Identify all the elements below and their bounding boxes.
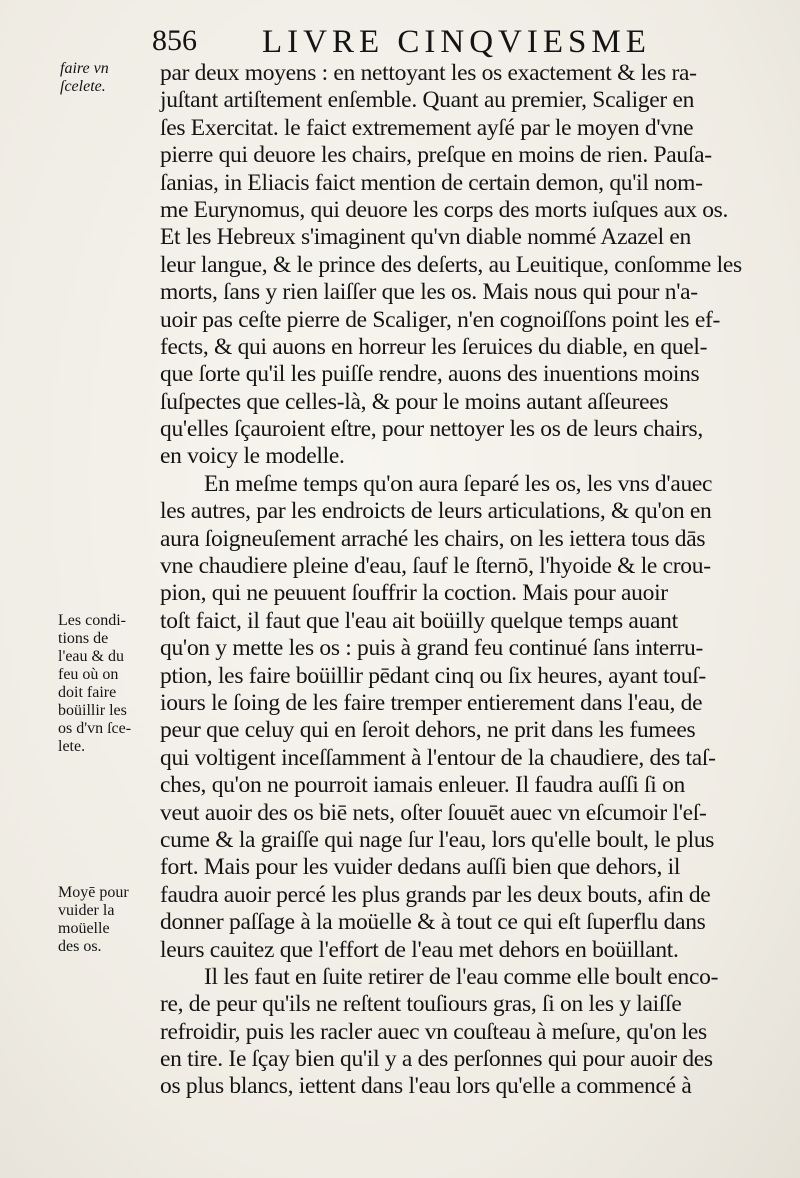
text-line: faudra auoir percé les plus grands par les deux bouts, afin de (160, 881, 711, 908)
body-text (160, 60, 768, 1101)
margin-note-line: tions de (58, 630, 109, 647)
text-line: qu'on y mette les os : puis à grand feu continué ſans interru- (160, 635, 703, 662)
text-line: en tire. Ie ſçay bien qu'il y a des perſonnes qui pour auoir des (160, 1046, 713, 1073)
text-line: peur que celuy qui en ſeroit dehors, ne prit dans les fumees (160, 717, 696, 744)
text-line: pierre qui deuore les chairs, preſque en moins de rien. Pauſa- (160, 142, 712, 169)
text-line: qui voltigent inceſſamment à l'entour de la chaudiere, des taſ- (160, 744, 716, 771)
text-line: ches, qu'on ne pourroit iamais enleuer. Il faudra auſſi ſi on (160, 772, 685, 799)
text-line: les autres, par les endroicts de leurs articulations, & qu'on en (160, 498, 712, 525)
text-line: ſuſpectes que celles-là, & pour le moins autant aſſeurees (160, 388, 669, 415)
margin-note-line: des os. (58, 938, 102, 955)
margin-note-line: Les condi- (58, 612, 126, 629)
margin-note (60, 60, 160, 96)
margin-note-line: vuider la (58, 902, 115, 919)
text-line: Il les faut en ſuite retirer de l'eau comme elle boult enco- (204, 963, 719, 990)
text-line: juſtant artiſtement enſemble. Quant au premier, Scaliger en (160, 87, 695, 114)
margin-note-line: moüelle (58, 920, 110, 937)
text-line: iours le ſoing de les faire tremper entierement dans l'eau, de (160, 689, 703, 716)
text-line: fort. Mais pour les vuider dedans auſſi bien que dehors, il (160, 854, 681, 881)
margin-note-line: l'eau & du (58, 648, 124, 665)
margin-note (58, 884, 158, 956)
text-line: ption, les faire boüillir pēdant cinq ou ſix heures, ayant touſ- (160, 662, 706, 689)
text-line: me Eurynomus, qui deuore les corps des morts iuſques aux os. (160, 196, 729, 223)
margin-note-line: os d'vn ſce- (58, 720, 132, 737)
margin-note-line: faire vn (60, 60, 109, 77)
text-line: ſes Exercitat. le faict extremement ayſé par le moyen d'vne (160, 114, 694, 141)
margin-note-line: ſcelete. (60, 78, 106, 95)
text-line: fects, & qui auons en horreur les ſeruices du diable, en quel- (160, 333, 708, 360)
text-line: leurs cauitez que l'effort de l'eau met dehors en boüillant. (160, 936, 679, 963)
margin-note-line: feu où on (58, 666, 119, 683)
running-title: LIVRE CINQVIESME (262, 24, 651, 60)
text-line: morts, ſans y rien laiſſer que les os. Mais nous qui pour n'a- (160, 279, 698, 306)
text-line: refroidir, puis les racler auec vn couſteau à meſure, qu'on les (160, 1018, 707, 1045)
margin-note-line: lete. (58, 738, 86, 755)
margin-note-line: doit faire (58, 684, 117, 701)
text-line: uoir pas ceſte pierre de Scaliger, n'en cognoiſſons point les ef- (160, 306, 721, 333)
text-line: ſanias, in Eliacis faict mention de certain demon, qu'il nom- (160, 169, 703, 196)
text-line: qu'elles ſçauroient eſtre, pour nettoyer les os de leurs chairs, (160, 416, 703, 443)
text-line: pion, qui ne peuuent ſouffrir la coction. Mais pour auoir (160, 580, 668, 607)
page-number: 856 (152, 24, 197, 57)
text-line: vne chaudiere pleine d'eau, ſauf le ſternō, l'hyoide & le crou- (160, 553, 711, 580)
text-line: En meſme temps qu'on aura ſeparé les os, les vns d'auec (204, 470, 713, 497)
text-line: re, de peur qu'ils ne reſtent touſiours gras, ſi on les y laiſſe (160, 991, 682, 1018)
margin-note-line: Moyē pour (58, 884, 129, 901)
text-line: Et les Hebreux s'imaginent qu'vn diable nommé Azazel en (160, 224, 692, 251)
text-line: aura ſoigneuſement arraché les chairs, on les iettera tous dās (160, 525, 706, 552)
text-line: toſt faict, il faut que l'eau ait boüilly quelque temps auant (160, 607, 678, 634)
margin-note (58, 612, 158, 756)
text-line: cume & la graiſſe qui nage ſur l'eau, lors qu'elle boult, le plus (160, 826, 715, 853)
text-line: en voicy le modelle. (160, 443, 345, 470)
margin-note-line: boüillir les (58, 702, 127, 719)
text-line: veut auoir des os biē nets, oſter ſouuēt auec vn eſcumoir l'eſ- (160, 799, 707, 826)
text-line: donner paſſage à la moüelle & à tout ce qui eſt ſuperflu dans (160, 909, 706, 936)
text-line: leur langue, & le prince des deſerts, au Leuitique, conſomme les (160, 251, 742, 278)
text-line: que ſorte qu'il les puiſſe rendre, auons des inuentions moins (160, 361, 700, 388)
text-line: par deux moyens : en nettoyant les os exactement & les ra- (160, 60, 697, 86)
text-line: os plus blancs, iettent dans l'eau lors qu'elle a commencé à (160, 1073, 692, 1100)
